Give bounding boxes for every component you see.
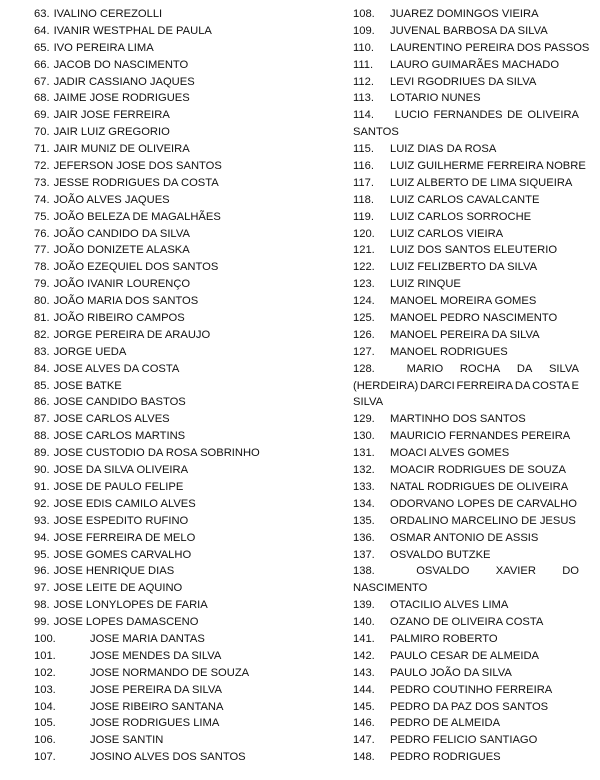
- item-name: MANOEL PEDRO NASCIMENTO: [390, 312, 558, 325]
- item-continuation: [353, 378, 579, 395]
- list-item: [34, 665, 304, 682]
- list-item: [34, 327, 304, 344]
- list-item: [353, 259, 579, 276]
- item-name: IVALINO CEREZOLLI: [53, 8, 163, 20]
- list-item: [353, 648, 579, 665]
- item-number: 83.: [34, 345, 50, 358]
- item-name: JOSE CARLOS MARTINS: [53, 430, 186, 443]
- item-name: JACOB DO NASCIMENTO: [53, 58, 189, 71]
- list-item: [353, 513, 579, 530]
- item-number: 118.: [353, 193, 374, 206]
- list-item: [353, 226, 579, 243]
- list-item: [34, 259, 304, 276]
- list-item: [34, 90, 304, 107]
- item-name: JOSE ESPEDITO RUFINO: [53, 514, 189, 527]
- item-name-word: OSVALDO: [416, 565, 470, 578]
- item-name: PAULO JOÃO DA SILVA: [390, 666, 512, 679]
- list-item: [34, 158, 304, 175]
- item-name: LUIZ FELIZBERTO DA SILVA: [390, 261, 538, 274]
- list-item: [353, 732, 579, 749]
- item-number: 90.: [34, 464, 50, 477]
- item-name-word: DA: [514, 379, 531, 392]
- item-name: JOSE CARLOS ALVES: [53, 413, 170, 426]
- item-number: 72.: [34, 160, 50, 173]
- item-name: JADIR CASSIANO JAQUES: [53, 75, 195, 88]
- item-name: LUIZ GUILHERME FERREIRA NOBRE: [390, 160, 586, 173]
- item-name: LUIZ DIAS DA ROSA: [390, 143, 497, 156]
- list-item: [34, 40, 304, 57]
- item-number: 133.: [353, 480, 375, 493]
- item-name: JOSE DA SILVA OLIVEIRA: [53, 464, 189, 477]
- item-name: ORDALINO MARCELINO DE JESUS: [390, 514, 576, 527]
- item-number: 81.: [34, 312, 50, 325]
- item-number: 99.: [34, 616, 50, 629]
- item-number: 117.: [353, 176, 374, 189]
- list-item: [353, 158, 586, 175]
- item-name: JOSE DE PAULO FELIPE: [53, 480, 184, 493]
- item-number: 143.: [353, 666, 375, 679]
- list-item: [34, 479, 304, 496]
- item-number: 123.: [353, 278, 375, 291]
- item-number: 109.: [353, 24, 375, 37]
- item-name: MANOEL PEREIRA DA SILVA: [390, 328, 540, 341]
- item-name-word: XAVIER: [495, 565, 536, 578]
- item-name: JOÃO ALVES JAQUES: [53, 193, 170, 206]
- item-name: JUAREZ DOMINGOS VIEIRA: [390, 8, 539, 20]
- item-number: 69.: [34, 109, 50, 122]
- item-number: 96.: [34, 565, 50, 578]
- item-name-word: DA: [516, 362, 533, 375]
- list-item: [353, 344, 579, 361]
- list-item: [34, 614, 304, 631]
- list-item: [353, 715, 579, 732]
- item-name-word: FERREIRA: [456, 379, 514, 392]
- item-number: 63.: [34, 8, 50, 20]
- item-number: 135.: [353, 514, 375, 527]
- item-name: JAIR LUIZ GREGORIO: [53, 126, 170, 139]
- item-name-word: E: [571, 379, 579, 392]
- item-name: JOSE EDIS CAMILO ALVES: [53, 497, 196, 510]
- list-item: [34, 732, 304, 749]
- item-name: JOÃO DONIZETE ALASKA: [53, 244, 190, 257]
- item-number: 107.: [34, 751, 56, 764]
- list-item: [353, 293, 579, 310]
- list-item: [353, 40, 590, 57]
- item-number: 95.: [34, 548, 50, 561]
- item-number: 76.: [34, 227, 50, 240]
- list-item: [353, 445, 579, 462]
- item-name: JOSE HENRIQUE DIAS: [53, 565, 175, 578]
- item-number: 105.: [34, 717, 56, 730]
- list-item: [34, 175, 304, 192]
- list-item: [353, 310, 579, 327]
- list-item: [34, 530, 304, 547]
- item-name: LAURENTINO PEREIRA DOS PASSOS: [390, 41, 590, 54]
- item-number: 137.: [353, 548, 375, 561]
- list-item: [34, 580, 304, 597]
- item-number: 148.: [353, 751, 375, 764]
- list-item: [353, 479, 579, 496]
- item-number: 147.: [353, 734, 375, 747]
- item-number: 98.: [34, 599, 50, 612]
- item-name: MANOEL MOREIRA GOMES: [390, 295, 537, 308]
- item-name: JOSE PEREIRA DA SILVA: [90, 683, 223, 696]
- item-name: JOÃO BELEZA DE MAGALHÃES: [53, 210, 221, 223]
- item-name: JOSINO ALVES DOS SANTOS: [90, 751, 246, 764]
- list-item: [34, 310, 304, 327]
- list-item: [34, 276, 304, 293]
- list-item: [34, 749, 304, 766]
- list-item: [353, 361, 579, 378]
- item-number: 68.: [34, 92, 50, 105]
- item-name-word: ROCHA: [459, 362, 501, 375]
- item-name: MARTINHO DOS SANTOS: [390, 413, 526, 426]
- item-name: PEDRO COUTINHO FERREIRA: [390, 683, 553, 696]
- item-number: 75.: [34, 210, 50, 223]
- item-name: PEDRO DA PAZ DOS SANTOS: [390, 700, 549, 713]
- item-number: 141.: [353, 632, 375, 645]
- list-item: [353, 563, 579, 580]
- list-item: [34, 141, 304, 158]
- item-name: PEDRO RODRIGUES: [390, 751, 501, 764]
- item-number: 136.: [353, 531, 375, 544]
- list-item: [34, 513, 304, 530]
- item-name: LUIZ CARLOS SORROCHE: [390, 210, 532, 223]
- list-item: [34, 361, 304, 378]
- item-name: LEVI RGODRIUES DA SILVA: [390, 75, 537, 88]
- item-name-word: SILVA: [548, 362, 579, 375]
- list-item: [34, 192, 304, 209]
- list-item: [34, 107, 304, 124]
- item-number: 80.: [34, 295, 50, 308]
- item-name: JAIR JOSE FERREIRA: [53, 109, 170, 122]
- list-item: [353, 74, 579, 91]
- list-item: [353, 665, 579, 682]
- item-number: 127.: [353, 345, 375, 358]
- item-number: 102.: [34, 666, 56, 679]
- list-item: [34, 411, 304, 428]
- item-number: 146.: [353, 717, 375, 730]
- list-item: [34, 226, 304, 243]
- list-item: [34, 631, 304, 648]
- list-item: [34, 648, 304, 665]
- item-name: IVANIR WESTPHAL DE PAULA: [53, 24, 212, 37]
- list-item: [353, 327, 579, 344]
- item-name: JOÃO MARIA DOS SANTOS: [53, 295, 199, 308]
- item-name: JOÃO IVANIR LOURENÇO: [53, 278, 191, 291]
- list-item: [353, 141, 579, 158]
- item-number: 126.: [353, 328, 375, 341]
- item-number: 121.: [353, 244, 375, 257]
- list-item: [353, 209, 579, 226]
- item-number: 101.: [34, 649, 56, 662]
- item-number: 97.: [34, 582, 50, 595]
- item-name: JOÃO RIBEIRO CAMPOS: [53, 312, 185, 325]
- list-item: [34, 445, 304, 462]
- item-number: 66.: [34, 58, 50, 71]
- item-name: MOACI ALVES GOMES: [390, 447, 510, 460]
- item-number: 131.: [353, 447, 375, 460]
- list-item: [353, 242, 579, 259]
- item-number: 110.: [353, 41, 374, 54]
- list-item: [353, 614, 579, 631]
- item-name: JAIR MUNIZ DE OLIVEIRA: [53, 143, 190, 156]
- item-continuation: SILVA: [353, 396, 384, 409]
- item-name-word: OLIVEIRA: [527, 109, 579, 122]
- item-number: 104.: [34, 700, 56, 713]
- item-name: NATAL RODRIGUES DE OLIVEIRA: [390, 480, 569, 493]
- item-name: JOSE CANDIDO BASTOS: [53, 396, 186, 409]
- item-name: JOÃO EZEQUIEL DOS SANTOS: [53, 261, 219, 274]
- list-item: [34, 496, 304, 513]
- list-item: [353, 6, 579, 23]
- list-item: [353, 276, 579, 293]
- item-number: 128.: [353, 362, 375, 375]
- item-name: LAURO GUIMARÃES MACHADO: [390, 58, 560, 71]
- list-item: [353, 428, 579, 445]
- list-item: [34, 344, 304, 361]
- list-item: [353, 23, 579, 40]
- list-item: [353, 192, 579, 209]
- item-number: 132.: [353, 464, 375, 477]
- item-number: 106.: [34, 734, 56, 747]
- item-name: JOSE ALVES DA COSTA: [53, 362, 180, 375]
- item-number: 129.: [353, 413, 375, 426]
- list-item: [353, 57, 579, 74]
- list-item: [353, 496, 579, 513]
- list-item: [353, 547, 579, 564]
- list-item: [34, 547, 304, 564]
- item-number: 119.: [353, 210, 374, 223]
- item-number: 78.: [34, 261, 50, 274]
- item-number: 91.: [34, 480, 50, 493]
- item-name-word: DE: [507, 109, 523, 122]
- item-number: 111.: [353, 58, 374, 71]
- item-number: 82.: [34, 328, 50, 341]
- list-item: [34, 699, 304, 716]
- item-number: 65.: [34, 41, 50, 54]
- item-number: 70.: [34, 126, 50, 139]
- item-name: OSVALDO BUTZKE: [390, 548, 491, 561]
- item-number: 79.: [34, 278, 50, 291]
- item-number: 94.: [34, 531, 50, 544]
- item-name: JEFERSON JOSE DOS SANTOS: [53, 160, 222, 173]
- item-name: JOSE CUSTODIO DA ROSA SOBRINHO: [53, 447, 260, 460]
- item-name: JORGE UEDA: [53, 345, 127, 358]
- item-name: LUIZ RINQUE: [390, 278, 461, 291]
- list-item: [34, 597, 304, 614]
- list-item: [34, 378, 304, 395]
- item-number: 73.: [34, 176, 50, 189]
- item-name: JOSE NORMANDO DE SOUZA: [90, 666, 250, 679]
- list-item: [353, 749, 579, 766]
- list-item: [34, 394, 304, 411]
- list-item: [34, 715, 304, 732]
- item-name-word: (HERDEIRA): [353, 379, 419, 392]
- left-column: [34, 6, 304, 766]
- list-item: [353, 682, 579, 699]
- item-name: LUIZ ALBERTO DE LIMA SIQUEIRA: [390, 176, 573, 189]
- list-item: [34, 124, 304, 141]
- item-name: PALMIRO ROBERTO: [390, 632, 498, 645]
- item-number: 100.: [34, 632, 56, 645]
- item-name: JOSE LEITE DE AQUINO: [53, 582, 183, 595]
- item-number: 145.: [353, 700, 375, 713]
- item-name: JUVENAL BARBOSA DA SILVA: [390, 24, 548, 37]
- list-item: [34, 57, 304, 74]
- item-number: 112.: [353, 75, 374, 88]
- item-name-word: MARIO: [406, 362, 444, 375]
- list-item: [353, 530, 579, 547]
- item-name: JORGE PEREIRA DE ARAUJO: [53, 328, 211, 341]
- list-item: [34, 242, 304, 259]
- item-name-word: LUCIO: [394, 109, 429, 122]
- item-name: MAURICIO FERNANDES PEREIRA: [390, 430, 571, 443]
- list-item: [353, 631, 579, 648]
- item-continuation: SANTOS: [353, 126, 399, 139]
- item-number: 103.: [34, 683, 56, 696]
- item-number: 120.: [353, 227, 375, 240]
- item-name: JOSE LOPES DAMASCENO: [53, 616, 199, 629]
- item-name: JOSE RIBEIRO SANTANA: [90, 700, 224, 713]
- item-name: OZANO DE OLIVEIRA COSTA: [390, 616, 544, 629]
- item-name: IVO PEREIRA LIMA: [53, 41, 154, 54]
- item-number: 84.: [34, 362, 50, 375]
- item-name: OTACILIO ALVES LIMA: [390, 599, 509, 612]
- item-name: PAULO CESAR DE ALMEIDA: [390, 649, 540, 662]
- list-item: [34, 6, 304, 23]
- item-number: 116.: [353, 160, 374, 173]
- list-item: [34, 682, 304, 699]
- list-item: [353, 90, 579, 107]
- item-name: LUIZ DOS SANTOS ELEUTERIO: [390, 244, 558, 257]
- item-number: 124.: [353, 295, 375, 308]
- item-number: 108.: [353, 8, 375, 20]
- item-number: 125.: [353, 312, 375, 325]
- item-number: 67.: [34, 75, 50, 88]
- item-number: 139.: [353, 599, 375, 612]
- item-number: 93.: [34, 514, 50, 527]
- item-number: 89.: [34, 447, 50, 460]
- item-number: 130.: [353, 430, 375, 443]
- list-item: [353, 175, 579, 192]
- item-number: 71.: [34, 143, 50, 156]
- item-name: JOSE RODRIGUES LIMA: [90, 717, 220, 730]
- item-name: LUIZ CARLOS CAVALCANTE: [390, 193, 540, 206]
- item-name: JOSE BATKE: [53, 379, 122, 392]
- item-number: 77.: [34, 244, 50, 257]
- item-continuation: NASCIMENTO: [353, 582, 428, 595]
- item-number: 134.: [353, 497, 375, 510]
- item-number: 74.: [34, 193, 50, 206]
- item-name: JOÃO CANDIDO DA SILVA: [53, 227, 190, 240]
- item-name: MOACIR RODRIGUES DE SOUZA: [390, 464, 566, 477]
- right-column: [353, 6, 590, 766]
- item-name: MANOEL RODRIGUES: [390, 345, 508, 358]
- item-number: 140.: [353, 616, 375, 629]
- item-name: PEDRO FELICIO SANTIAGO: [390, 734, 538, 747]
- item-number: 87.: [34, 413, 50, 426]
- item-number: 85.: [34, 379, 50, 392]
- item-number: 122.: [353, 261, 375, 274]
- list-item: [353, 411, 579, 428]
- item-name: OSMAR ANTONIO DE ASSIS: [390, 531, 539, 544]
- item-name-word: FERNANDES: [433, 109, 503, 122]
- item-name: JOSE MENDES DA SILVA: [90, 649, 222, 662]
- list-item: [34, 209, 304, 226]
- item-number: 115.: [353, 143, 374, 156]
- item-name: JAIME JOSE RODRIGUES: [53, 92, 190, 105]
- item-number: 142.: [353, 649, 375, 662]
- list-item: [34, 23, 304, 40]
- item-number: 92.: [34, 497, 50, 510]
- item-name-word: DARCI: [419, 379, 455, 392]
- item-name: PEDRO DE ALMEIDA: [390, 717, 501, 730]
- item-number: 114.: [353, 109, 374, 122]
- item-number: 86.: [34, 396, 50, 409]
- item-name: JOSE MARIA DANTAS: [90, 632, 205, 645]
- item-number: 144.: [353, 683, 375, 696]
- list-item: [353, 107, 579, 124]
- item-name-word: DO: [562, 565, 579, 578]
- item-name: JESSE RODRIGUES DA COSTA: [53, 176, 219, 189]
- item-name: ODORVANO LOPES DE CARVALHO: [390, 497, 577, 510]
- list-item: [353, 597, 579, 614]
- list-item: [353, 699, 579, 716]
- item-name: JOSE GOMES CARVALHO: [53, 548, 192, 561]
- item-number: 138.: [353, 565, 375, 578]
- list-item: [34, 74, 304, 91]
- item-name: JOSE LONYLOPES DE FARIA: [53, 599, 208, 612]
- list-item: [34, 428, 304, 445]
- list-item: [34, 293, 304, 310]
- item-name: JOSE FERREIRA DE MELO: [53, 531, 196, 544]
- list-item: [34, 462, 304, 479]
- list-item: [34, 563, 304, 580]
- item-number: 88.: [34, 430, 50, 443]
- item-name: JOSE SANTIN: [90, 734, 164, 747]
- list-item: [353, 462, 579, 479]
- item-name: LUIZ CARLOS VIEIRA: [390, 227, 504, 240]
- item-name: LOTARIO NUNES: [390, 92, 481, 105]
- item-number: 64.: [34, 24, 50, 37]
- item-number: 113.: [353, 92, 374, 105]
- item-name-word: COSTA: [532, 379, 570, 392]
